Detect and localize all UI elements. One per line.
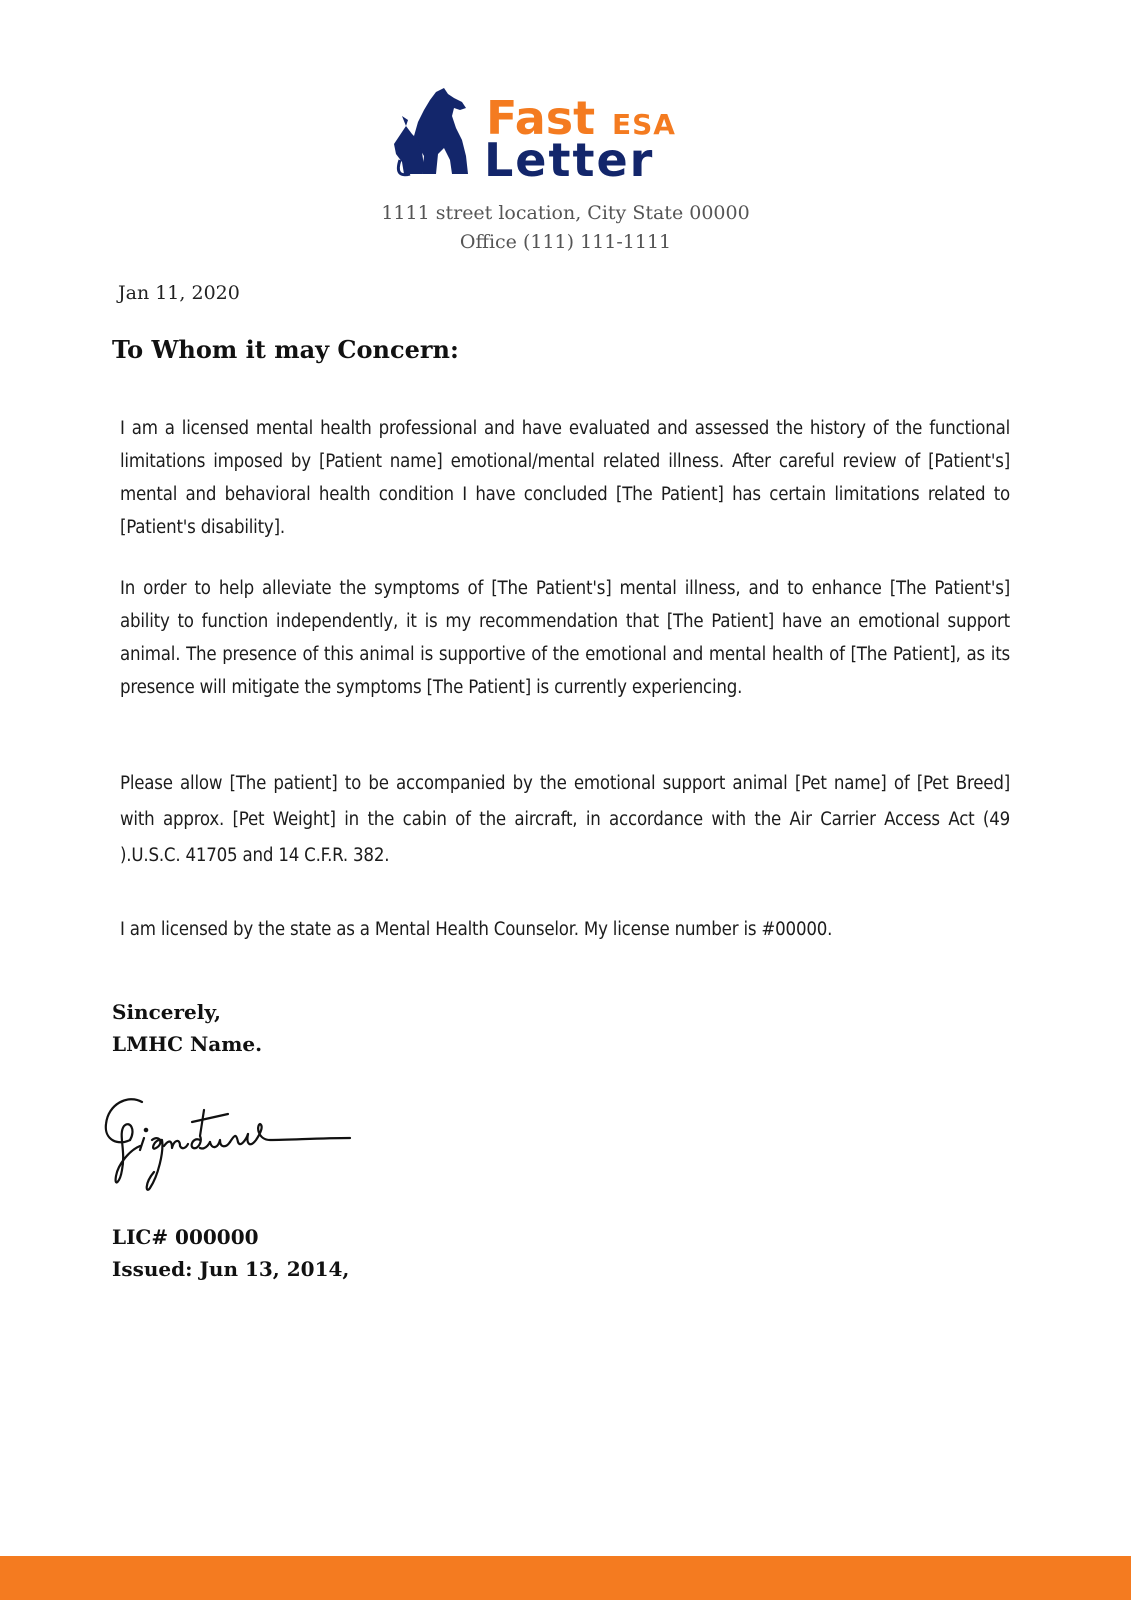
dog-cat-logo-icon <box>394 88 468 175</box>
brand-word-esa: ESA <box>612 108 676 141</box>
footer-accent-bar <box>0 1556 1131 1600</box>
body-paragraph-4: I am licensed by the state as a Mental Health Counselor. My license number is #00000. <box>120 919 833 940</box>
letter-date: Jan 11, 2020 <box>118 282 240 304</box>
salutation: To Whom it may Concern: <box>112 335 459 364</box>
address-line: 1111 street location, City State 00000 <box>381 202 750 224</box>
body-paragraph-3: Please allow [The patient] to be accompanied by the emotional support animal [Pet name] of [Pet Breed] with approx. [Pet Weight] in the cabin of the aircraft, in accordance with the Air Carrier Access Act (49 ).U.S.C. 41705 and 14 C.F.R. 382. <box>120 773 1010 866</box>
brand-word-letter: Letter <box>484 133 655 187</box>
body-paragraph-2: In order to help alleviate the symptoms of [The Patient's] mental illness, and to enhance [The Patient's] ability to function independently, it is my recommendation that [The Patient] have an emotional support animal. The presence of this animal is supportive of the emotional and mental health of [The Patient], as its presence will mitigate the symptoms [The Patient] is currently experiencing. <box>120 578 1010 698</box>
body-paragraph-1: I am a licensed mental health professional and have evaluated and assessed the history of the functional limitations imposed by [Patient name] emotional/mental related illness. After careful review of [Patient's] mental and behavioral health condition I have concluded [The Patient] has certain limitations related to [Patient's disability]. <box>120 418 1010 538</box>
closing-line: Sincerely, <box>112 1000 222 1024</box>
company-logo <box>392 86 732 190</box>
signer-name: LMHC Name. <box>112 1032 263 1056</box>
handwritten-signature <box>100 1090 370 1200</box>
brand-word-fast: Fast <box>486 91 596 145</box>
license-issued-date: Issued: Jun 13, 2014, <box>112 1257 350 1281</box>
office-phone-line: Office (111) 111-1111 <box>459 231 672 253</box>
license-number: LIC# 000000 <box>112 1225 259 1249</box>
